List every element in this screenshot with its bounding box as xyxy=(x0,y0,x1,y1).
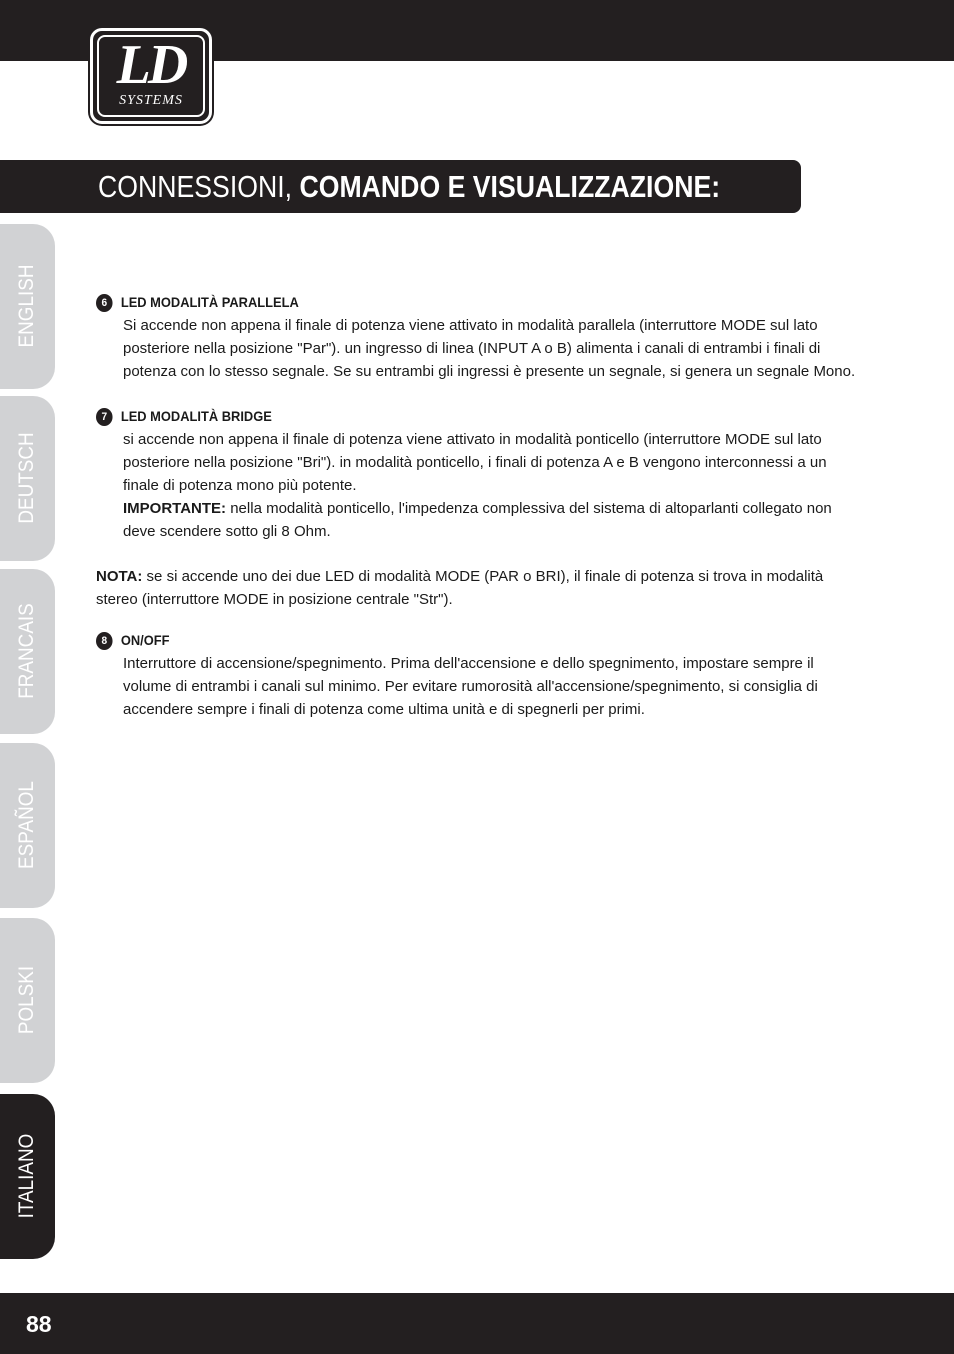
logo-letters: LD xyxy=(116,34,186,96)
section-heading xyxy=(96,405,804,428)
heading-text: LED MODALITÀ BRIDGE xyxy=(120,408,272,424)
section-text: si accende non appena il finale di potenza viene attivato in modalità ponticello (interruttore MODE sul lato posteriore nella posizione "Bri"). in modalità ponticello, i finali di potenza A e B vengono interconnessi a un finale di potenza mono più potente. xyxy=(123,431,827,494)
tab-english[interactable] xyxy=(0,224,55,389)
section-bridge-led xyxy=(96,405,866,543)
tab-francais[interactable] xyxy=(0,569,55,734)
tab-deutsch-label: DEUTSCH xyxy=(15,432,38,524)
tab-espanol-label: ESPAÑOL xyxy=(15,781,38,869)
ld-systems-logo xyxy=(90,28,212,124)
number-badge: 8 xyxy=(96,632,113,650)
tab-polski-label: POLSKI xyxy=(15,965,38,1035)
heading-text: ON/OFF xyxy=(120,632,170,648)
title-light: CONNESSIONI, xyxy=(98,169,293,204)
section-heading xyxy=(96,291,804,314)
section-on-off xyxy=(96,629,866,721)
tab-polski[interactable] xyxy=(0,918,55,1083)
important-label: IMPORTANTE: xyxy=(123,500,227,517)
main-content xyxy=(96,291,866,721)
note-text xyxy=(96,565,866,611)
section-text: Interruttore di accensione/spegnimento. Prima dell'accensione e dello spegnimento, impostare sempre il volume di entrambi i canali sul minimo. Per evitare rumorosità all'accensione/spegnimento, si consiglia di accendere sempre i finali di potenza come ultima unità e di spegnerli per primi. xyxy=(123,655,818,718)
page-number: 88 xyxy=(26,1311,52,1337)
tab-francais-label: FRANCAIS xyxy=(15,603,38,699)
important-text: nella modalità ponticello, l'impedenza complessiva del sistema di altoparlanti collegato non deve scendere sotto gli 8 Ohm. xyxy=(123,500,832,540)
logo-subtitle: SYSTEMS xyxy=(119,93,183,108)
tab-italiano[interactable] xyxy=(0,1094,55,1259)
note-label: NOTA: xyxy=(96,568,143,585)
section-note xyxy=(96,565,866,611)
page-title xyxy=(98,167,720,207)
title-bold: COMANDO E VISUALIZZAZIONE: xyxy=(299,169,721,204)
heading-text: LED MODALITÀ PARALLELA xyxy=(120,294,299,310)
important-note xyxy=(96,497,866,543)
section-heading xyxy=(96,629,804,652)
tab-english-label: ENGLISH xyxy=(15,264,38,348)
tab-italiano-label: ITALIANO xyxy=(15,1133,38,1219)
section-parallel-led xyxy=(96,291,866,383)
note-body: se si accende uno dei due LED di modalità MODE (PAR o BRI), il finale di potenza si trova in modalità stereo (interruttore MODE in posizione centrale "Str"). xyxy=(96,568,824,608)
bottom-bar xyxy=(0,1293,954,1354)
tab-espanol[interactable] xyxy=(0,743,55,908)
number-badge: 7 xyxy=(96,408,113,426)
tab-deutsch[interactable] xyxy=(0,396,55,561)
number-badge: 6 xyxy=(96,294,113,312)
section-text: Si accende non appena il finale di potenza viene attivato in modalità parallela (interruttore MODE sul lato posteriore nella posizione "Par"). un ingresso di linea (INPUT A o B) alimenta i canali di entrambi i finali di potenza con lo stesso segnale. Se su entrambi gli ingressi è presente un segnale, si genera un segnale Mono. xyxy=(123,317,856,380)
